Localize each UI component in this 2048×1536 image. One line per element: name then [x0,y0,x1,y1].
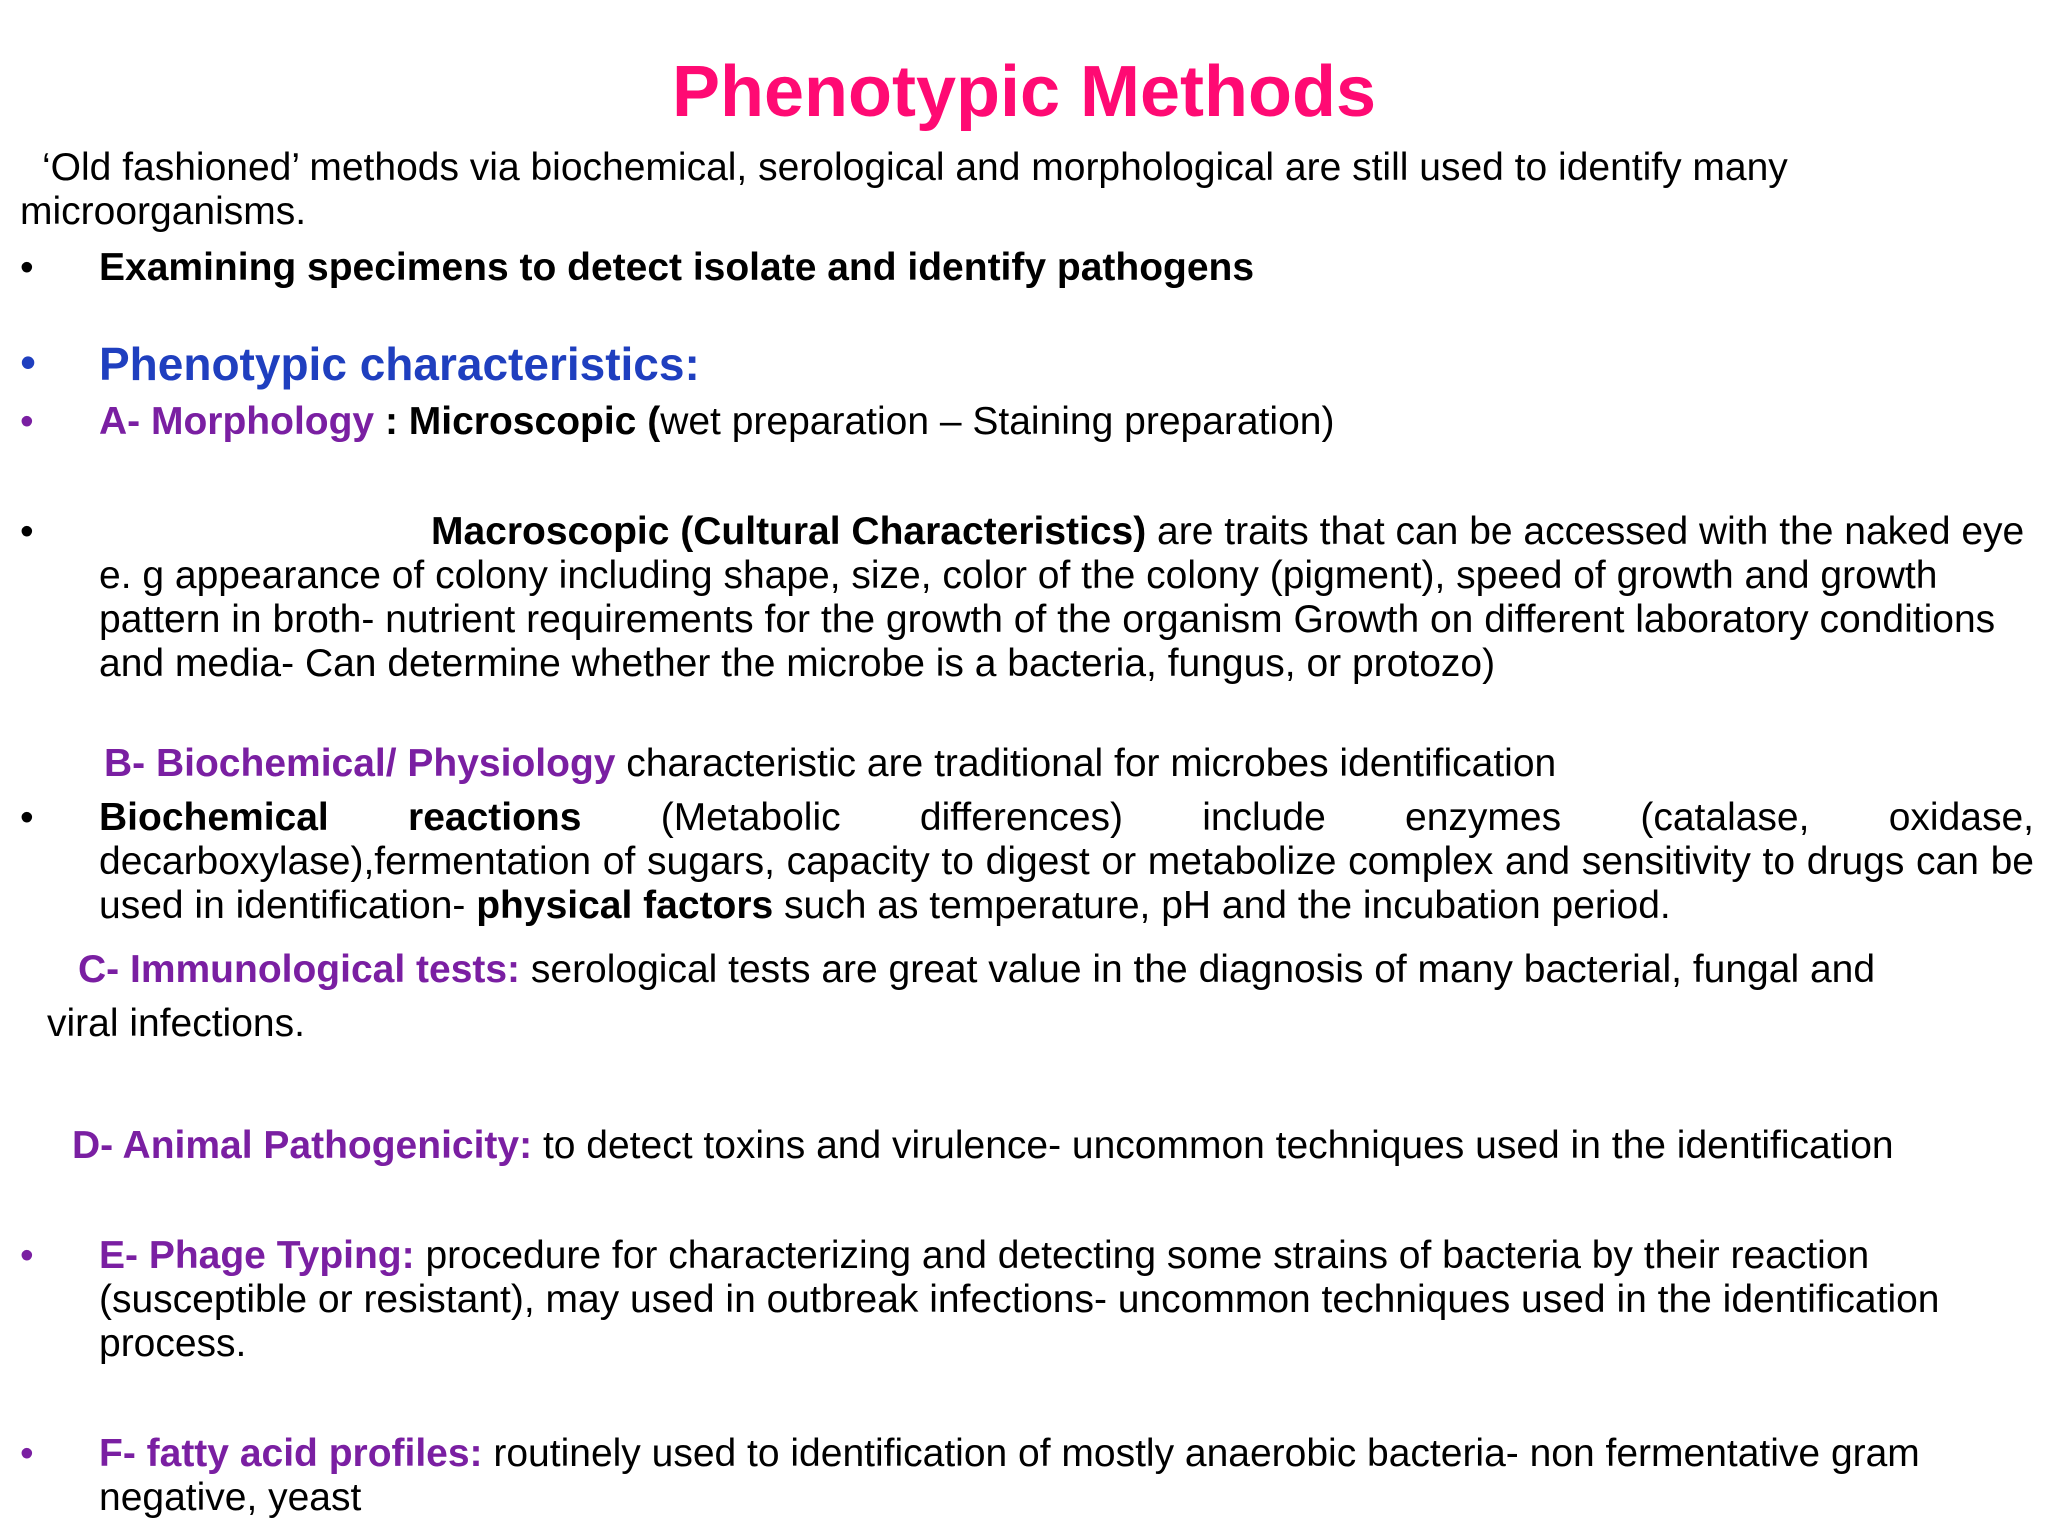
pheno-heading: Phenotypic characteristics: [99,338,700,390]
biochemical-label: B- Biochemical/ Physiology [104,742,616,785]
macroscopic-label: Macroscopic (Cultural Characteristics) [431,510,1147,553]
intro-paragraph: ‘Old fashioned’ methods via biochemical, serological and morphological are still used to identify many microorganisms. [20,146,1788,233]
bullet-marker: • [20,336,37,388]
fatty-acid-item [99,1432,1978,1520]
bullet-marker: • [20,1432,34,1475]
animal-pathogenicity-item [72,1124,2028,1168]
reactions-label: Biochemical reactions [99,796,582,839]
fatty-acid-text: routinely used to identification of mostly anaerobic bacteria- non fermentative gram negative, yeast [99,1432,1920,1519]
morphology-label: A- Morphology [99,400,375,443]
animal-pathogenicity-text: to detect toxins and virulence- uncommon techniques used in the identification [532,1124,1894,1167]
bullet-marker: • [20,510,34,553]
physical-factors-text: such as temperature, pH and the incubation period. [773,884,1671,927]
microscopic-label: Microscopic ( [408,400,661,443]
animal-pathogenicity-label: D- Animal Pathogenicity: [72,1124,533,1167]
phage-typing-text: procedure for characterizing and detecting some strains of bacteria by their reaction (susceptible or resistant), may used in outbreak infections- uncommon techniques used in the identification process. [99,1234,1940,1365]
morphology-item [99,400,2028,444]
immunological-text: serological tests are great value in the diagnosis of many bacterial, fungal and [520,948,1876,991]
macroscopic-item [99,510,2028,686]
examine-item: Examining specimens to detect isolate and identify pathogens [99,246,1255,289]
reactions-item [99,796,2034,928]
physical-factors-label: physical factors [476,884,774,927]
reactions-text: (Metabolic differences) include enzymes (catalase, oxidase, decarboxylase),fermentation of sugars, capacity to digest or metabolize complex and sensitivity to drugs can be used in identification- [99,796,2034,927]
bullet-marker: • [20,796,34,839]
phage-typing-label: E- Phage Typing: [99,1234,415,1277]
immunological-label: C- Immunological tests: [78,948,521,991]
bullet-marker: • [20,246,34,289]
microscopic-text: wet preparation – Staining preparation) [660,400,1335,443]
morphology-colon: : [374,400,409,443]
immunological-item [78,948,2028,992]
bullet-marker: • [20,1234,34,1277]
phage-typing-item [99,1234,1988,1366]
biochemical-text: characteristic are traditional for microbes identification [615,742,1557,785]
fatty-acid-label: F- fatty acid profiles: [99,1432,483,1475]
page-title: Phenotypic Methods [671,52,1377,132]
macroscopic-text: are traits that can be accessed with the naked eye e. g appearance of colony including shape, size, color of the colony (pigment), speed of growth and growth pattern in broth- nutrient requirements for the growth of the organism Growth on different laboratory conditions and media- Can determine whether the microbe is a bacteria, fungus, or protozo) [99,510,2025,685]
bullet-marker: • [20,400,34,443]
biochemical-item [104,742,2028,786]
immunological-continued: viral infections. [47,1002,305,1045]
